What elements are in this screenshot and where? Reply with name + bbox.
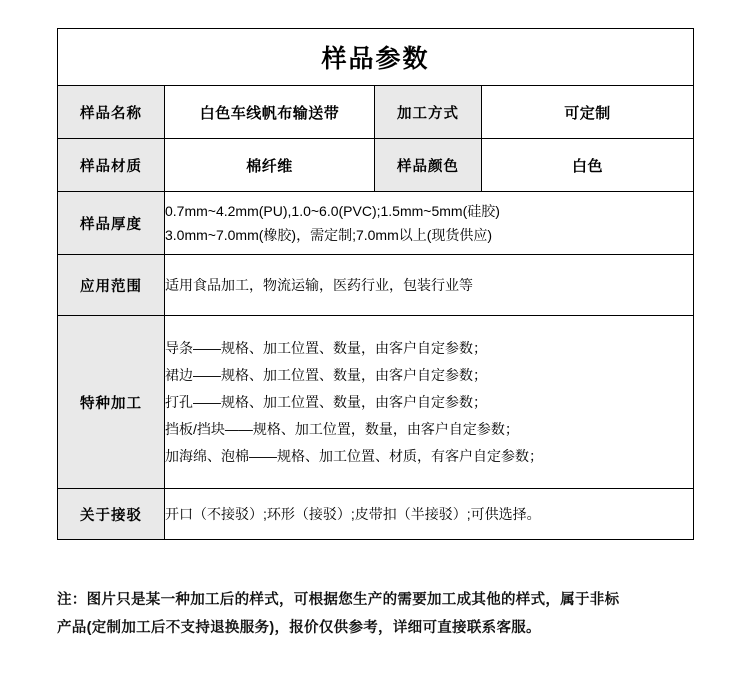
row-label-sample-thickness: 样品厚度	[58, 192, 165, 255]
table-row	[58, 139, 694, 192]
row-value-sample-thickness	[165, 192, 694, 255]
table-row-title	[58, 29, 694, 86]
row-value-joint: 开口（不接驳）;环形（接驳）;皮带扣（半接驳）;可供选择。	[165, 489, 694, 540]
note-line-1: 注：图片只是某一种加工后的样式，可根据您生产的需要加工成其他的样式，属于非标	[57, 592, 620, 608]
sample-parameters-table	[57, 28, 694, 540]
row-label-sample-material: 样品材质	[58, 139, 165, 192]
special-line-5: 加海绵、泡棉——规格、加工位置、材质，有客户自定参数；	[165, 447, 543, 464]
special-line-1: 导条——规格、加工位置、数量，由客户自定参数；	[165, 339, 487, 356]
table-row	[58, 255, 694, 316]
special-line-2: 裙边——规格、加工位置、数量，由客户自定参数；	[165, 366, 487, 383]
note-line-2: 产品(定制加工后不支持退换服务)，报价仅供参考，详细可直接联系客服。	[57, 620, 541, 636]
row-label-application-scope: 应用范围	[58, 255, 165, 316]
row-label-joint: 关于接驳	[58, 489, 165, 540]
row-label-sample-name: 样品名称	[58, 86, 165, 139]
page-title: 样品参数	[58, 29, 694, 86]
row-label-special-processing: 特种加工	[58, 316, 165, 489]
row-value-sample-material: 棉纤维	[165, 139, 375, 192]
row-label-sample-color: 样品颜色	[375, 139, 482, 192]
special-line-3: 打孔——规格、加工位置、数量，由客户自定参数；	[165, 393, 487, 410]
row-value-sample-name: 白色车线帆布输送带	[165, 86, 375, 139]
row-value-application-scope: 适用食品加工，物流运输，医药行业，包装行业等	[165, 255, 694, 316]
thickness-line-2: 3.0mm~7.0mm(橡胶)，需定制;7.0mm以上(现货供应)	[165, 227, 493, 243]
table-row	[58, 192, 694, 255]
table-row	[58, 489, 694, 540]
special-line-4: 挡板/挡块——规格、加工位置，数量，由客户自定参数；	[165, 420, 519, 437]
footer-note	[57, 586, 693, 642]
table-row	[58, 316, 694, 489]
thickness-line-1: 0.7mm~4.2mm(PU),1.0~6.0(PVC);1.5mm~5mm(硅胶)	[165, 203, 500, 219]
row-value-special-processing	[165, 316, 694, 489]
row-label-processing-method: 加工方式	[375, 86, 482, 139]
row-value-sample-color: 白色	[482, 139, 694, 192]
table-row	[58, 86, 694, 139]
row-value-processing-method: 可定制	[482, 86, 694, 139]
